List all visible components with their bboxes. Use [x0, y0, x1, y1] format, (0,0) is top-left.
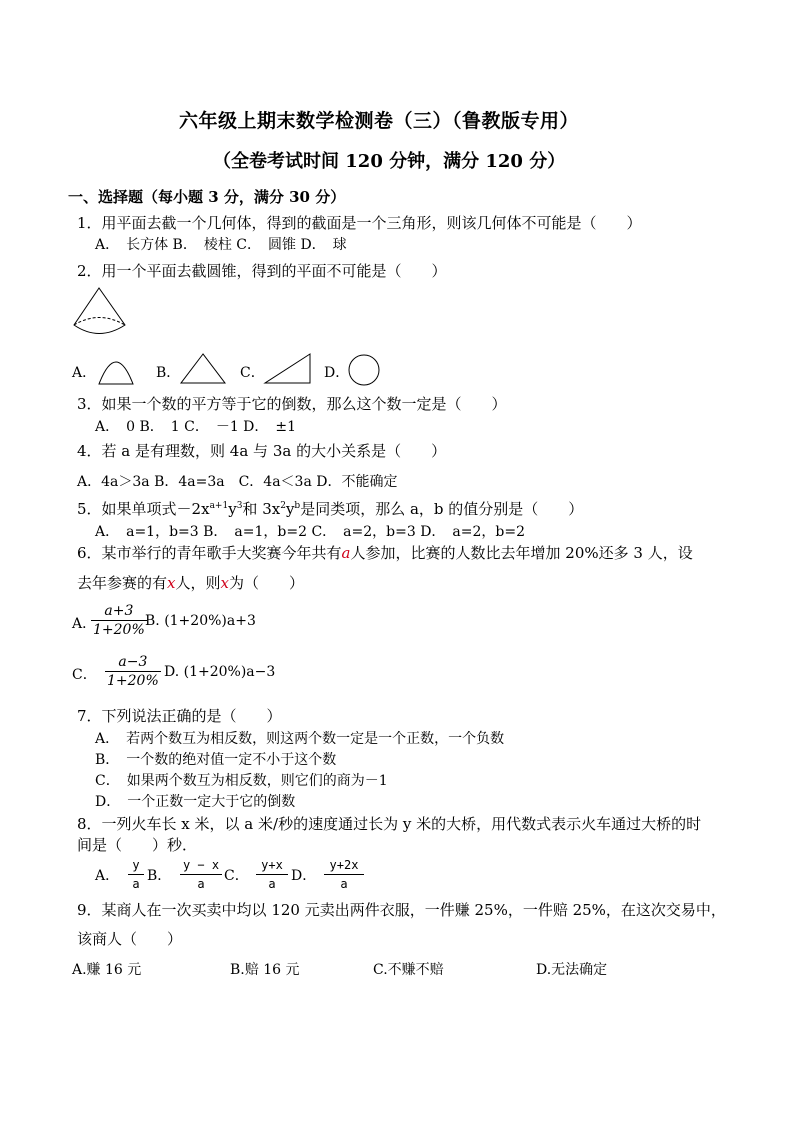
- q6-variable: x: [220, 574, 229, 592]
- fraction-numerator: y − x: [182, 858, 220, 872]
- question-7-stem: 7．下列说法正确的是（ ）: [77, 707, 282, 725]
- question-2-label-c: C．: [240, 365, 265, 381]
- q6-text: 人，则: [175, 574, 221, 592]
- q6-text: 人参加，比赛的人数比去年增加 20%还多 3 人，设: [350, 544, 693, 562]
- question-2-label-d: D．: [324, 365, 350, 381]
- question-5-stem: [77, 498, 583, 519]
- question-8-line-1: 8．一列火车长 x 米，以 a 米/秒的速度通过长为 y 米的大桥，用代数式表示火车通过大桥的时: [77, 815, 702, 833]
- triangle-section-icon: [178, 352, 228, 386]
- question-3-options: A． 0 B． 1 C． －1 D． ±1: [95, 419, 297, 435]
- question-6-line-1: [77, 542, 693, 563]
- question-1-options: A． 长方体 B． 棱柱 C． 圆锥 D． 球: [95, 237, 347, 253]
- q6-text: 6．某市举行的青年歌手大奖赛今年共有: [77, 544, 342, 562]
- q5-exponent: 2: [280, 501, 286, 511]
- question-1-stem: 1．用平面去截一个几何体，得到的截面是一个三角形，则该几何体不可能是（ ）: [77, 214, 642, 232]
- q5-text: 是同类项，那么 a，b 的值分别是（ ）: [300, 500, 584, 518]
- fraction-numerator: a−3: [118, 654, 148, 670]
- question-8-fraction-b: [180, 858, 222, 891]
- question-6-option-d: D. (1+20%)a−3: [164, 664, 276, 680]
- fraction-bar: [256, 874, 288, 875]
- fraction-denominator: a: [340, 877, 348, 891]
- parabola-section-icon: [96, 352, 136, 386]
- fraction-bar: [105, 671, 161, 672]
- q5-text: y: [285, 500, 295, 518]
- question-2-stem: 2．用一个平面去截圆锥，得到的平面不可能是（ ）: [77, 262, 447, 280]
- fraction-denominator: 1+20%: [93, 622, 145, 638]
- fraction-bar: [91, 620, 147, 621]
- fraction-denominator: a: [132, 877, 140, 891]
- question-6-line-2: [77, 572, 304, 593]
- question-6-fraction-c: [105, 654, 161, 689]
- question-7-option-a: A． 若两个数互为相反数，则这两个数一定是一个正数，一个负数: [95, 731, 505, 747]
- question-7-option-d: D． 一个正数一定大于它的倒数: [95, 794, 296, 810]
- question-8-fraction-a: [128, 858, 144, 891]
- question-8-fraction-d: [324, 858, 364, 891]
- q6-variable: x: [167, 574, 176, 592]
- fraction-numerator: a+3: [104, 603, 134, 619]
- fraction-bar: [324, 874, 364, 875]
- question-2-label-b: B．: [156, 365, 181, 381]
- circle-section-icon: [346, 354, 382, 386]
- question-7-option-c: C． 如果两个数互为相反数，则它们的商为－1: [95, 773, 388, 789]
- fraction-bar: [180, 874, 222, 875]
- question-6-label-c: C．: [72, 667, 97, 683]
- fraction-denominator: a: [197, 877, 205, 891]
- cone-figure: [70, 286, 132, 342]
- question-8-label-b: B．: [147, 868, 172, 884]
- question-8-line-2: 间是（ ）秒．: [77, 836, 198, 854]
- question-6-fraction-a: [91, 603, 147, 638]
- question-9-line-2: 该商人（ ）: [77, 930, 183, 948]
- question-2-label-a: A．: [72, 365, 97, 381]
- fraction-bar: [128, 874, 144, 875]
- page-subtitle: （全卷考试时间 120 分钟，满分 120 分）: [213, 151, 566, 172]
- q5-text: y: [228, 500, 237, 518]
- question-5-options: A． a=1，b=3 B． a=1，b=2 C． a=2，b=3 D． a=2，b=2: [95, 524, 526, 540]
- section-heading: 一、选择题（每小题 3 分，满分 30 分）: [68, 188, 346, 206]
- page-title: 六年级上期末数学检测卷（三）（鲁教版专用）: [179, 110, 580, 132]
- q5-exponent: a+1: [209, 501, 229, 511]
- q6-text: 去年参赛的有: [77, 574, 168, 592]
- question-8-fraction-c: [256, 858, 288, 891]
- question-9-option-a: A.赚 16 元: [72, 962, 142, 978]
- fraction-numerator: y+2x: [329, 858, 359, 872]
- fraction-numerator: y+x: [261, 858, 283, 872]
- question-7-option-b: B． 一个数的绝对值一定不小于这个数: [95, 752, 337, 768]
- q5-text: 和 3x: [242, 500, 281, 518]
- q5-exponent: b: [294, 501, 301, 511]
- q6-variable: a: [341, 544, 351, 562]
- fraction-denominator: 1+20%: [107, 673, 159, 689]
- question-8-label-c: C．: [224, 868, 249, 884]
- question-4-options: A．4a＞3a B．4a=3a C．4a＜3a D．不能确定: [77, 474, 398, 490]
- question-9-line-1: 9．某商人在一次买卖中均以 120 元卖出两件衣服，一件赚 25%，一件赔 25%，在这次交易中，: [77, 901, 726, 919]
- question-9-option-b: B.赔 16 元: [230, 962, 300, 978]
- question-9-option-d: D.无法确定: [536, 962, 608, 978]
- question-8-label-d: D．: [291, 868, 317, 884]
- question-9-option-c: C.不赚不赔: [373, 962, 444, 978]
- question-6-label-a: A．: [72, 616, 97, 632]
- right-triangle-section-icon: [262, 352, 312, 386]
- question-4-stem: 4．若 a 是有理数，则 4a 与 3a 的大小关系是（ ）: [77, 442, 447, 460]
- question-3-stem: 3．如果一个数的平方等于它的倒数，那么这个数一定是（ ）: [77, 395, 507, 413]
- q6-text: 为（ ）: [228, 574, 304, 592]
- fraction-numerator: y: [132, 858, 140, 872]
- question-8-label-a: A．: [95, 868, 120, 884]
- question-6-option-b: B. (1+20%)a+3: [145, 613, 256, 629]
- q5-text: 5．如果单项式－2x: [77, 500, 210, 518]
- q5-exponent: 3: [236, 501, 243, 511]
- fraction-denominator: a: [268, 877, 276, 891]
